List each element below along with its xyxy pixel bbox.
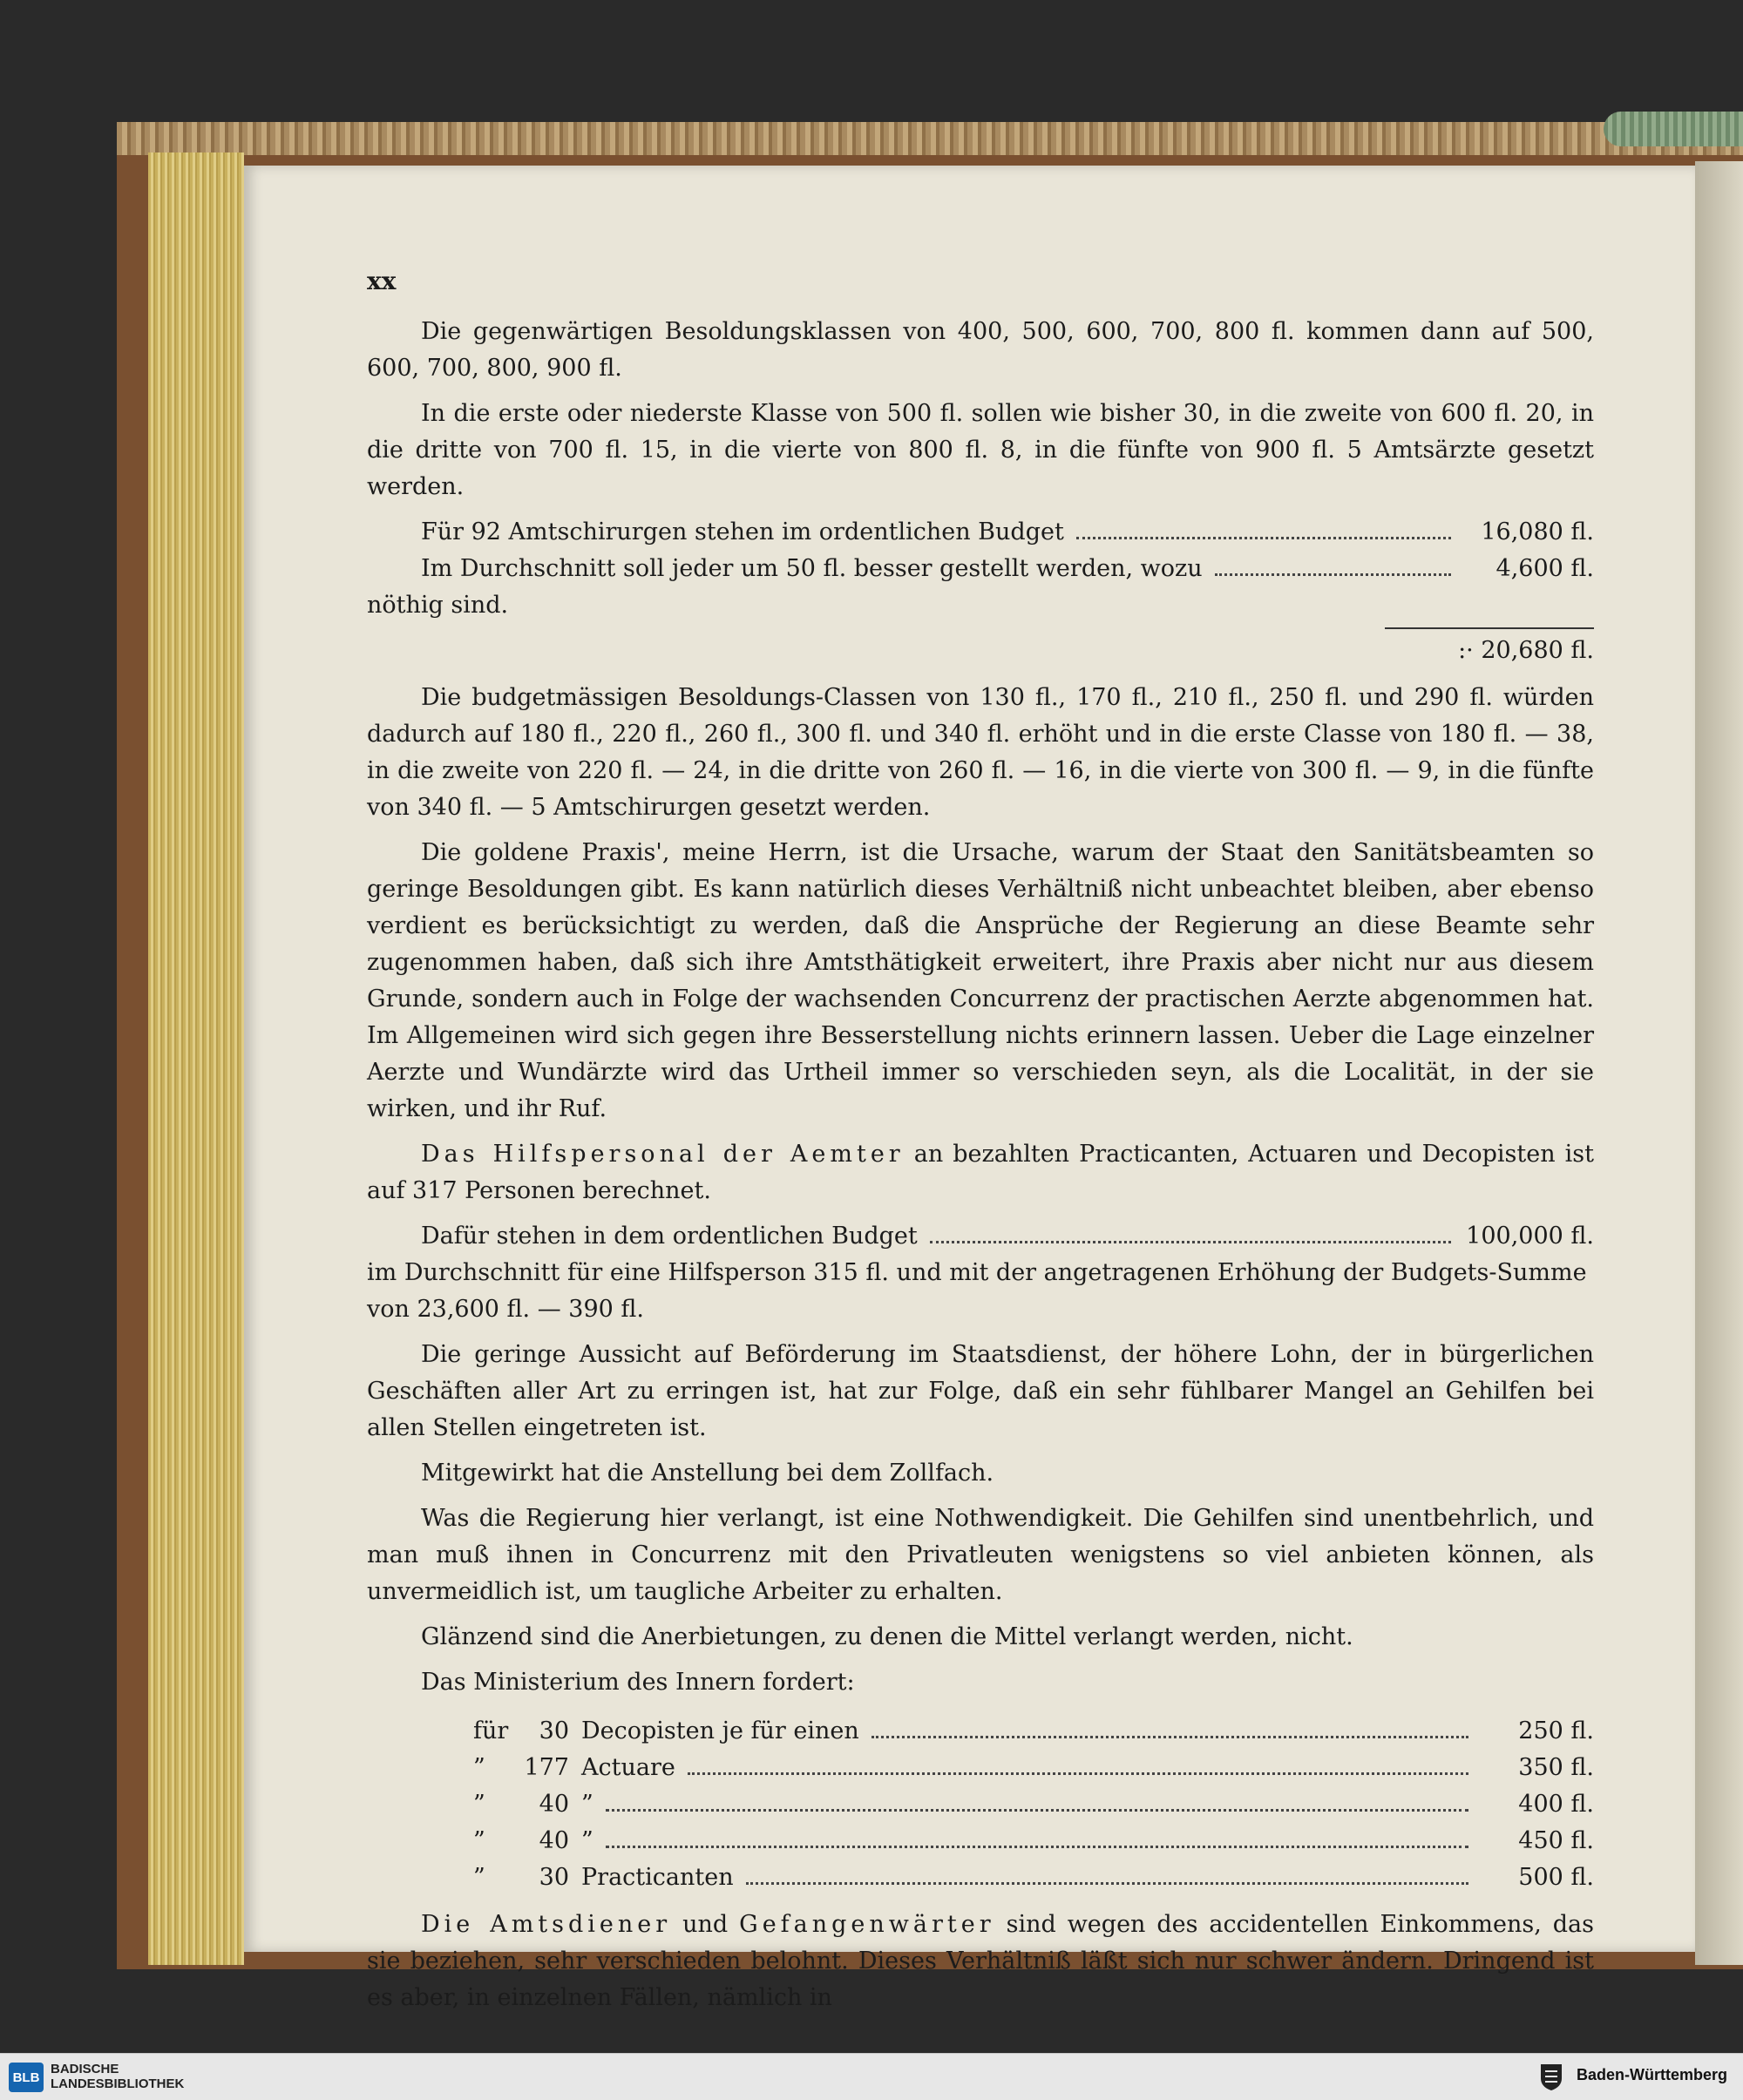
row-count: 30	[539, 1864, 569, 1891]
sum-rule	[1385, 627, 1594, 629]
row-prefix: ”	[473, 1754, 485, 1781]
table-row	[473, 1713, 1594, 1750]
calc-label: Für 92 Amtschirurgen stehen im ordentlichen Budget	[421, 518, 1064, 545]
row-amount: 450 fl.	[1518, 1827, 1594, 1854]
calc-total: :· 20,680 fl.	[1458, 637, 1594, 664]
calc-label: Im Durchschnitt soll jeder um 50 fl. besser gestellt werden, wozu	[421, 555, 1203, 582]
paragraph: Das Ministerium des Innern fordert:	[421, 1669, 855, 1696]
table-row	[473, 1786, 1594, 1823]
spaced-term: Das Hilfspersonal der Aemter	[421, 1141, 905, 1168]
leader-dots	[930, 1241, 1451, 1243]
spaced-term: Die Amtsdiener	[421, 1911, 672, 1938]
calc-continuation: im Durchschnitt für eine Hilfsperson 315 fl. und mit der angetragenen Erhöhung der Budgets-Summe von 23,600 fl. — 390 fl.	[367, 1259, 1587, 1323]
calc-amount: 100,000 fl.	[1466, 1223, 1594, 1250]
row-amount: 350 fl.	[1518, 1754, 1594, 1781]
state-crest-icon	[1538, 2061, 1564, 2092]
blb-logo[interactable]: BLB	[9, 2063, 44, 2092]
bookmark-ribbon	[1604, 112, 1743, 146]
row-prefix: ”	[473, 1864, 485, 1891]
row-amount: 250 fl.	[1518, 1717, 1594, 1744]
paragraph: Die goldene Praxis', meine Herrn, ist die Ursache, warum der Staat den Sanitätsbeamten so geringe Besoldungen gibt. Es kann natürlich dieses Verhältniß nicht unbeachtet bleiben, aber ebenso verdient es berücksichtigt zu werden, daß die Ansprüche der Regierung an diese Beamte sehr zugenommen haben, daß sich ihre Amtsthätigkeit erweitert, ihre Praxis aber nicht nur aus diesem Grunde, sondern auch in Folge der wachsenden Concurrenz der practischen Aerzte abgenommen hat. Im Allgemeinen wird sich gegen ihre Besserstellung nichts erinnern lassen. Ueber die Lage einzelner Aerzte und Wundärzte wird das Urtheil immer so verschieden seyn, als die Localität, in der sie wirken, und ihr Ruf.	[367, 839, 1594, 1122]
spaced-term: Gefangenwärter	[739, 1911, 995, 1938]
row-amount: 400 fl.	[1518, 1791, 1594, 1818]
demand-table	[473, 1713, 1594, 1896]
page-edges	[148, 152, 244, 1965]
library-name	[51, 2062, 184, 2091]
paragraph: Glänzend sind die Anerbietungen, zu denen die Mittel verlangt werden, nicht.	[421, 1623, 1353, 1650]
library-name-line: BADISCHE	[51, 2062, 119, 2076]
row-item: Decopisten je für einen	[581, 1717, 859, 1744]
leader-dots	[688, 1772, 1468, 1775]
leader-dots	[606, 1846, 1468, 1848]
row-prefix: ”	[473, 1827, 485, 1854]
calc-continuation: nöthig sind.	[367, 592, 509, 619]
budget-block	[367, 1218, 1594, 1328]
calc-amount: 4,600 fl.	[1495, 555, 1594, 582]
paragraph	[367, 1907, 1594, 2016]
paragraph-rest: an bezahlten Practicanten, Actuaren und Decopisten ist auf 317 Personen berechnet.	[367, 1141, 1594, 1204]
table-row	[473, 1750, 1594, 1786]
paragraph-text: und	[671, 1911, 740, 1938]
calc-amount: 16,080 fl.	[1481, 518, 1594, 545]
leader-dots	[1215, 573, 1451, 576]
paragraph	[367, 1136, 1594, 1209]
page-text	[367, 314, 1594, 2025]
row-item: ”	[581, 1827, 593, 1854]
leader-dots	[746, 1882, 1468, 1885]
row-item: Actuare	[581, 1754, 675, 1781]
facing-page-edge	[1695, 161, 1743, 1965]
paragraph-rest: sind wegen des accidentellen Einkommens, das sie beziehen, sehr verschieden belohnt. Dieses Verhältniß läßt sich nur schwer ändern. Dringend ist es aber, in einzelnen Fällen, nämlich in	[367, 1911, 1594, 2011]
paragraph: Die budgetmässigen Besoldungs-Classen von 130 fl., 170 fl., 210 fl., 250 fl. und 290 fl. würden dadurch auf 180 fl., 220 fl., 260 fl., 300 fl. und 340 fl. erhöht und in die erste Classe von 180 fl. — 38, in die zweite von 220 fl. — 24, in die dritte von 260 fl. — 16, in die vierte von 300 fl. — 9, in die fünfte von 340 fl. — 5 Amtschirurgen gesetzt werden.	[367, 684, 1594, 821]
row-item: ”	[581, 1791, 593, 1818]
row-prefix: für	[473, 1717, 509, 1744]
viewer-footer	[0, 2053, 1743, 2100]
row-item: Practicanten	[581, 1864, 734, 1891]
calc-label: Dafür stehen in dem ordentlichen Budget	[421, 1223, 918, 1250]
paragraph: Die gegenwärtigen Besoldungsklassen von 400, 500, 600, 700, 800 fl. kommen dann auf 500, 600, 700, 800, 900 fl.	[367, 318, 1594, 382]
row-count: 30	[539, 1717, 569, 1744]
row-count: 177	[524, 1754, 569, 1781]
paragraph: Die geringe Aussicht auf Beförderung im Staatsdienst, der höhere Lohn, der in bürgerlichen Geschäften aller Art zu erringen ist, hat zur Folge, daß ein sehr fühlbarer Mangel an Gehilfen bei allen Stellen eingetreten ist.	[367, 1341, 1594, 1441]
calculation-block	[367, 514, 1594, 669]
state-name[interactable]: Baden-Württemberg	[1576, 2066, 1727, 2083]
paragraph: In die erste oder niederste Klasse von 500 fl. sollen wie bisher 30, in die zweite von 600 fl. 20, in die dritte von 700 fl. 15, in die vierte von 800 fl. 8, in die fünfte von 900 fl. 5 Amtsärzte gesetzt werden.	[367, 400, 1594, 500]
leader-dots	[1076, 537, 1451, 539]
library-name-line: LANDESBIBLIOTHEK	[51, 2076, 185, 2091]
paragraph: Mitgewirkt hat die Anstellung bei dem Zollfach.	[421, 1460, 994, 1487]
paragraph: Was die Regierung hier verlangt, ist eine Nothwendigkeit. Die Gehilfen sind unentbehrlich, und man muß ihnen in Concurrenz mit den Privatleuten wenigstens so viel anbieten können, als unvermeidlich ist, um taugliche Arbeiter zu erhalten.	[367, 1505, 1594, 1605]
headband	[117, 122, 1743, 155]
row-count: 40	[539, 1791, 569, 1818]
row-count: 40	[539, 1827, 569, 1854]
row-prefix: ”	[473, 1791, 485, 1818]
row-amount: 500 fl.	[1518, 1864, 1594, 1891]
table-row	[473, 1860, 1594, 1896]
table-row	[473, 1823, 1594, 1860]
leader-dots	[872, 1736, 1468, 1738]
leader-dots	[606, 1809, 1468, 1812]
page-number: xx	[367, 267, 397, 295]
